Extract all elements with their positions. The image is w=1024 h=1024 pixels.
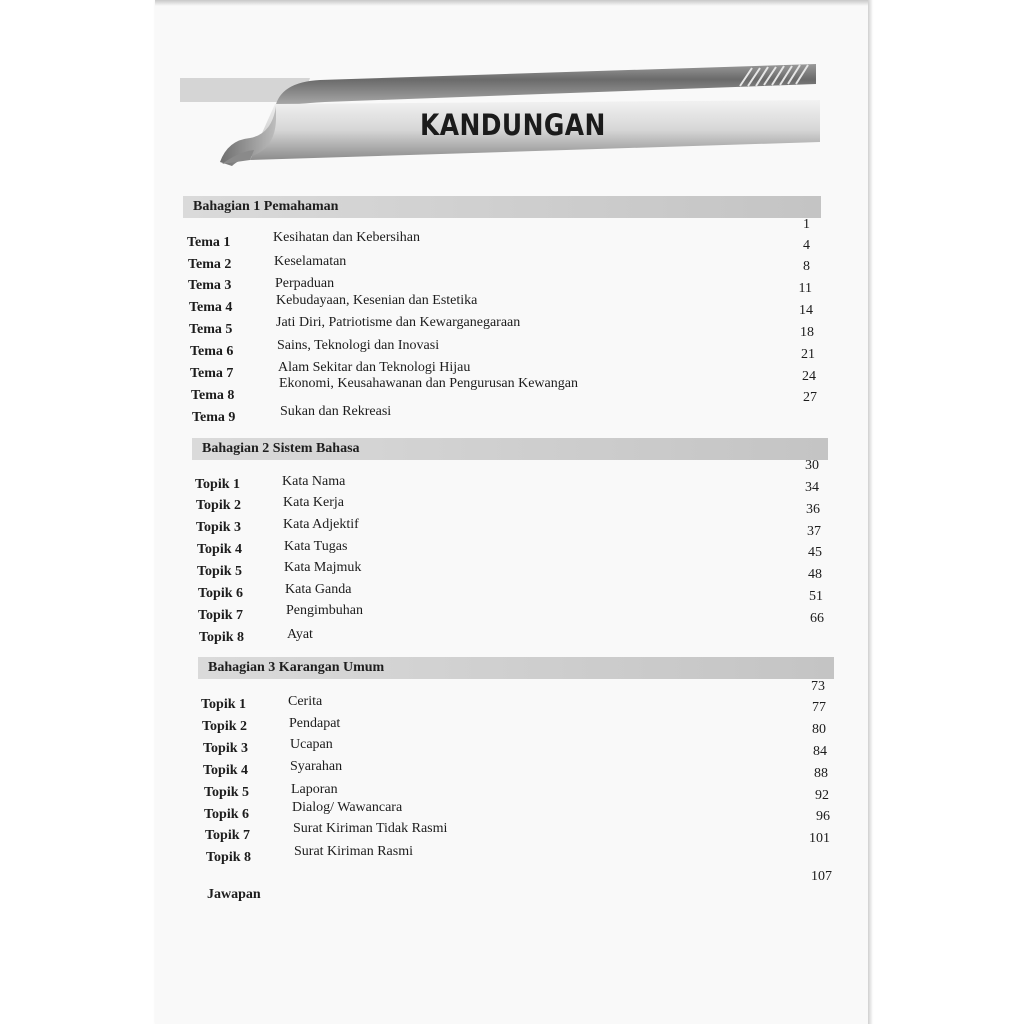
section-heading: Bahagian 1 Pemahaman bbox=[193, 199, 339, 214]
entry-title: Surat Kiriman Rasmi bbox=[294, 844, 413, 859]
entry-title: Ucapan bbox=[290, 737, 333, 752]
answers-label: Jawapan bbox=[207, 887, 261, 902]
entry-label: Topik 2 bbox=[196, 498, 242, 513]
entry-title: Kata Nama bbox=[282, 474, 346, 489]
entry-title: Dialog/ Wawancara bbox=[292, 800, 403, 815]
section-heading: Bahagian 3 Karangan Umum bbox=[208, 660, 385, 675]
entry-title: Ayat bbox=[287, 627, 313, 642]
section-header-3 bbox=[198, 657, 834, 679]
entry-title: Sukan dan Rekreasi bbox=[280, 404, 392, 419]
section-start-page: 30 bbox=[805, 458, 819, 473]
entry-page: 18 bbox=[800, 325, 814, 340]
section-header-1 bbox=[183, 196, 821, 218]
entry-label: Topik 6 bbox=[198, 586, 244, 601]
entry-page: 27 bbox=[803, 390, 817, 405]
entry-title: Pendapat bbox=[289, 716, 341, 731]
entry-label: Topik 6 bbox=[204, 807, 250, 822]
page-title: KANDUNGAN bbox=[420, 108, 606, 142]
entry-label: Tema 9 bbox=[192, 410, 236, 425]
entry-page: 34 bbox=[805, 480, 819, 495]
entry-label: Topik 1 bbox=[195, 477, 241, 492]
entry-title: Perpaduan bbox=[275, 276, 335, 291]
entry-page: 14 bbox=[799, 303, 813, 318]
entry-page: 21 bbox=[801, 347, 815, 362]
entry-label: Tema 7 bbox=[190, 366, 234, 381]
entry-title: Kata Majmuk bbox=[284, 560, 362, 575]
section-start-page: 73 bbox=[811, 679, 825, 694]
entry-title: Kata Kerja bbox=[283, 495, 345, 510]
entry-label: Topik 4 bbox=[197, 542, 243, 557]
entry-title: Syarahan bbox=[290, 759, 343, 774]
entry-title: Keselamatan bbox=[274, 254, 347, 269]
entry-title: Kata Ganda bbox=[285, 582, 352, 597]
entry-label: Topik 8 bbox=[206, 850, 252, 865]
entry-label: Topik 5 bbox=[197, 564, 243, 579]
entry-label: Topik 7 bbox=[205, 828, 251, 843]
entry-label: Topik 8 bbox=[199, 630, 245, 645]
entry-label: Tema 2 bbox=[188, 257, 232, 272]
entry-label: Tema 1 bbox=[187, 235, 231, 250]
entry-title: Surat Kiriman Tidak Rasmi bbox=[293, 821, 448, 836]
entry-label: Topik 3 bbox=[196, 520, 242, 535]
entry-page: 4 bbox=[803, 238, 810, 253]
entry-page: 45 bbox=[808, 545, 822, 560]
section-heading: Bahagian 2 Sistem Bahasa bbox=[202, 441, 360, 456]
entry-title: Kebudayaan, Kesenian dan Estetika bbox=[276, 293, 478, 308]
entry-label: Tema 8 bbox=[191, 388, 235, 403]
entry-page: 51 bbox=[809, 589, 823, 604]
entry-label: Tema 4 bbox=[189, 300, 233, 315]
scan-background bbox=[0, 0, 155, 1024]
entry-title: Sains, Teknologi dan Inovasi bbox=[277, 338, 440, 353]
entry-page: 92 bbox=[815, 788, 829, 803]
entry-label: Topik 2 bbox=[202, 719, 248, 734]
answers-page: 107 bbox=[811, 869, 832, 884]
entry-title: Ekonomi, Keusahawanan dan Pengurusan Kewangan bbox=[279, 376, 578, 391]
entry-title: Pengimbuhan bbox=[286, 603, 363, 618]
entry-title: Jati Diri, Patriotisme dan Kewarganegaraan bbox=[276, 315, 521, 330]
entry-label: Topik 1 bbox=[201, 697, 247, 712]
entry-page: 101 bbox=[809, 831, 830, 846]
entry-page: 66 bbox=[810, 611, 824, 626]
entry-page: 8 bbox=[803, 259, 810, 274]
entry-label: Tema 3 bbox=[188, 278, 232, 293]
entry-title: Alam Sekitar dan Teknologi Hijau bbox=[278, 360, 471, 375]
entry-title: Kata Adjektif bbox=[283, 517, 359, 532]
entry-page: 84 bbox=[813, 744, 827, 759]
entry-label: Topik 3 bbox=[203, 741, 249, 756]
entry-title: Kata Tugas bbox=[284, 539, 348, 554]
entry-page: 24 bbox=[802, 369, 816, 384]
entry-label: Topik 5 bbox=[204, 785, 250, 800]
entry-page: 80 bbox=[812, 722, 826, 737]
entry-page: 36 bbox=[806, 502, 820, 517]
entry-page: 48 bbox=[808, 567, 822, 582]
entry-label: Tema 5 bbox=[189, 322, 233, 337]
section-start-page: 1 bbox=[803, 217, 810, 232]
entry-title: Kesihatan dan Kebersihan bbox=[273, 230, 420, 245]
entry-page: 11 bbox=[798, 281, 812, 296]
entry-page: 88 bbox=[814, 766, 828, 781]
page-edge-shadow bbox=[868, 0, 873, 1024]
section-header-2 bbox=[192, 438, 828, 460]
entry-label: Topik 4 bbox=[203, 763, 249, 778]
entry-label: Tema 6 bbox=[190, 344, 234, 359]
entry-title: Cerita bbox=[288, 694, 323, 709]
entry-title: Laporan bbox=[291, 782, 338, 797]
entry-page: 77 bbox=[812, 700, 826, 715]
entry-page: 37 bbox=[807, 524, 821, 539]
page-top-shadow bbox=[155, 0, 868, 6]
entry-page: 96 bbox=[816, 809, 830, 824]
entry-label: Topik 7 bbox=[198, 608, 244, 623]
